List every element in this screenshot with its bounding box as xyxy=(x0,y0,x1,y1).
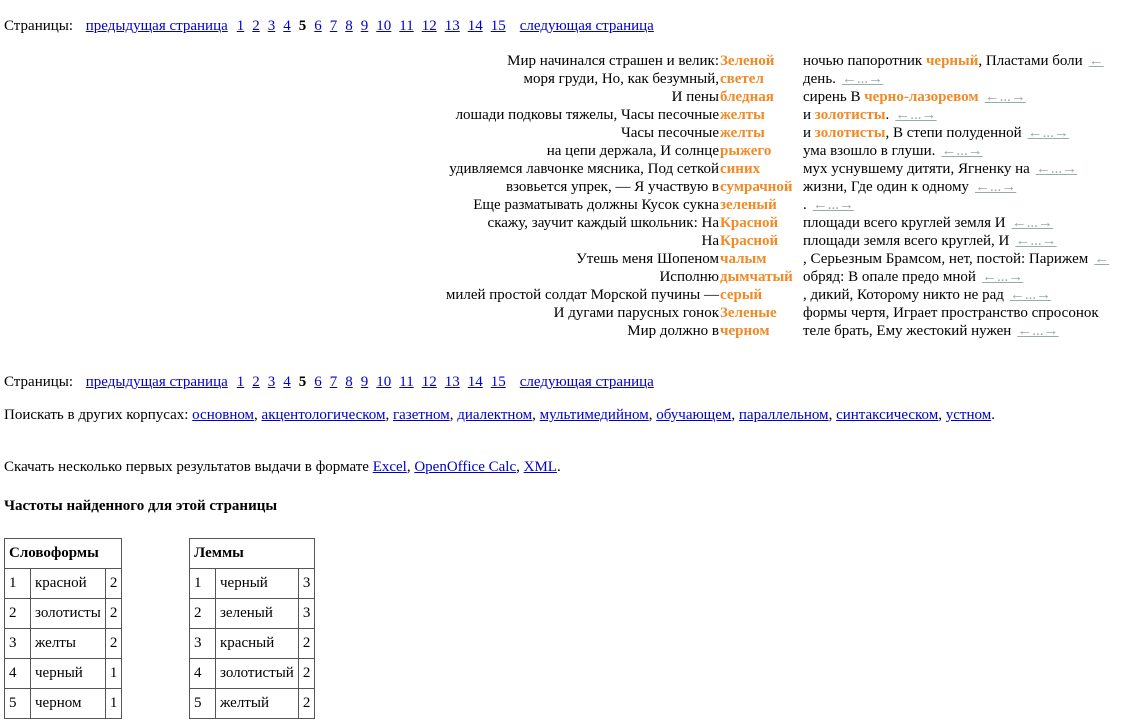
lemma-count: 2 xyxy=(298,689,315,719)
wordform-count: 2 xyxy=(105,569,122,599)
right-context: и золотисты. ←...→ xyxy=(803,107,937,123)
left-context: удивляемся лавчонке мясника, Под сеткой xyxy=(449,161,719,177)
lemma-word: золотистый xyxy=(216,659,299,689)
wordform-word: красной xyxy=(31,569,106,599)
corpus-link[interactable]: синтаксическом xyxy=(836,407,939,423)
keyword: Красной xyxy=(720,233,779,249)
other-corpora: Поискать в других корпусах: основном, акцентологическом, газетном, диалектном, мультимедийном, обучающем, параллельном, синтаксическом, устном. xyxy=(4,407,995,423)
wordform-row xyxy=(5,599,122,629)
page-link-15[interactable]: 15 xyxy=(490,18,506,34)
wordform-rank: 1 xyxy=(5,569,31,599)
lemma-count: 2 xyxy=(298,659,315,689)
left-context: И дугами парусных гонок xyxy=(553,305,719,321)
corpus-link[interactable]: устном xyxy=(945,407,992,423)
page-link-14[interactable]: 14 xyxy=(467,374,483,390)
page-link-8[interactable]: 8 xyxy=(345,18,353,34)
page-link-2[interactable]: 2 xyxy=(252,374,260,390)
lemmas-header: Леммы xyxy=(190,539,315,569)
lemma-word: зеленый xyxy=(216,599,299,629)
lemma-word: желтый xyxy=(216,689,299,719)
download-format-link[interactable]: OpenOffice Calc xyxy=(414,459,517,475)
concordance-row xyxy=(0,304,1124,322)
page-link-12[interactable]: 12 xyxy=(421,18,437,34)
left-context: Еще разматывать должны Кусок сукна xyxy=(473,197,719,213)
page-link-4[interactable]: 4 xyxy=(283,18,291,34)
expand-context-link[interactable]: ← xyxy=(1094,251,1110,267)
page-link-12[interactable]: 12 xyxy=(421,374,437,390)
keyword: желты xyxy=(720,125,765,141)
left-context: милей простой солдат Морской пучины — xyxy=(445,287,719,303)
right-context: жизни, Где один к одному ←...→ xyxy=(803,179,1017,195)
left-context: Утешь меня Шопеном xyxy=(576,251,719,267)
page-link-6[interactable]: 6 xyxy=(314,18,322,34)
keyword: желты xyxy=(720,107,765,123)
right-context: , Серьезным Брамсом, нет, постой: Парижем ← xyxy=(803,251,1110,267)
next-page-link[interactable]: следующая страница xyxy=(519,374,654,390)
page-link-7[interactable]: 7 xyxy=(329,18,338,34)
prev-page-link[interactable]: предыдущая страница xyxy=(85,374,228,390)
prev-page-link[interactable]: предыдущая страница xyxy=(85,18,228,34)
concordance-list xyxy=(0,52,1124,340)
page-link-15[interactable]: 15 xyxy=(490,374,506,390)
wordform-word: черный xyxy=(31,659,106,689)
page-link-2[interactable]: 2 xyxy=(252,18,260,34)
left-context: скажу, заучит каждый школьник: На xyxy=(487,215,719,231)
corpus-link[interactable]: газетном xyxy=(393,407,450,423)
concordance-row xyxy=(0,286,1124,304)
concordance-row xyxy=(0,196,1124,214)
expand-context-link[interactable]: ←...→ xyxy=(812,197,854,213)
right-context: площади земля всего круглей, И ←...→ xyxy=(803,233,1057,249)
page-link-13[interactable]: 13 xyxy=(444,18,460,34)
page-link-13[interactable]: 13 xyxy=(444,374,460,390)
left-context: Мир начинался страшен и велик: xyxy=(507,53,719,69)
wordform-word: черном xyxy=(31,689,106,719)
page-link-9[interactable]: 9 xyxy=(360,18,369,34)
corpus-link[interactable]: обучающем xyxy=(656,407,732,423)
concordance-row xyxy=(0,322,1124,340)
expand-context-link[interactable]: ←...→ xyxy=(895,107,937,123)
right-context: день. ←...→ xyxy=(803,71,884,87)
keyword: зеленый xyxy=(720,197,777,213)
page-link-8[interactable]: 8 xyxy=(345,374,353,390)
lemma-rank: 3 xyxy=(190,629,216,659)
wordform-rank: 2 xyxy=(5,599,31,629)
lemmas-table xyxy=(189,538,315,719)
page-link-3[interactable]: 3 xyxy=(267,18,276,34)
keyword: Зеленые xyxy=(720,305,777,321)
concordance-row xyxy=(0,160,1124,178)
page-link-6[interactable]: 6 xyxy=(314,374,322,390)
wordform-row xyxy=(5,689,122,719)
keyword: черном xyxy=(720,323,770,339)
left-context: Часы песочные xyxy=(620,125,719,141)
corpus-link[interactable]: параллельном xyxy=(738,407,829,423)
corpus-link[interactable]: основном xyxy=(192,407,255,423)
next-page-link[interactable]: следующая страница xyxy=(519,18,654,34)
concordance-row xyxy=(0,142,1124,160)
right-context: и золотисты, В степи полуденной ←...→ xyxy=(803,125,1069,141)
pager-top xyxy=(4,17,654,35)
keyword: дымчатый xyxy=(720,269,793,285)
keyword: светел xyxy=(720,71,764,87)
highlighted-word: золотисты xyxy=(814,125,886,141)
expand-context-link[interactable]: ←...→ xyxy=(1017,323,1059,339)
page-link-11[interactable]: 11 xyxy=(399,374,414,390)
left-context: На xyxy=(701,233,719,249)
concordance-row xyxy=(0,214,1124,232)
left-context: моря груди, Но, как безумный, xyxy=(523,71,719,87)
download-format-link[interactable]: XML xyxy=(523,459,557,475)
right-context: мух уснувшему дитяти, Ягненку на ←...→ xyxy=(803,161,1078,177)
lemma-rank: 2 xyxy=(190,599,216,629)
lemma-row xyxy=(190,659,315,689)
lemma-row xyxy=(190,629,315,659)
expand-context-link[interactable]: ←...→ xyxy=(984,89,1026,105)
page-link-4[interactable]: 4 xyxy=(283,374,291,390)
concordance-row xyxy=(0,268,1124,286)
expand-context-link[interactable]: ←...→ xyxy=(974,179,1017,195)
lemma-word: красный xyxy=(216,629,299,659)
right-context: сирень В черно-лазоревом ←...→ xyxy=(803,89,1026,105)
lemma-rank: 4 xyxy=(190,659,216,689)
concordance-row xyxy=(0,88,1124,106)
left-context: на цепи держала, И солнце xyxy=(546,143,719,159)
page-link-10[interactable]: 10 xyxy=(376,18,392,34)
left-context: Исполню xyxy=(659,269,719,285)
right-context: теле брать, Ему жестокий нужен ←...→ xyxy=(803,323,1059,339)
pager-label: Страницы: xyxy=(4,18,77,34)
wordform-word: золотисты xyxy=(31,599,106,629)
highlighted-word: черный xyxy=(925,53,979,69)
lemma-row xyxy=(190,599,315,629)
current-page: 5 xyxy=(298,18,307,34)
download-format-link[interactable]: Excel xyxy=(372,459,407,475)
expand-context-link[interactable]: ←...→ xyxy=(941,143,983,159)
keyword: Красной xyxy=(720,215,779,231)
wordform-row xyxy=(5,629,122,659)
right-context: обряд: В опале предо мной ←...→ xyxy=(803,269,1024,285)
left-context: Мир должно в xyxy=(627,323,719,339)
left-context: И пены xyxy=(671,89,719,105)
highlighted-word: черно-лазоревом xyxy=(864,89,979,105)
right-context: ума взошло в глуши. ←...→ xyxy=(803,143,983,159)
right-context: формы чертя, Играет пространство спросонок xyxy=(803,305,1099,321)
left-context: взовьется упрек, — Я участвую в xyxy=(505,179,719,195)
expand-context-link[interactable]: ←...→ xyxy=(1035,161,1078,177)
right-context: . ←...→ xyxy=(803,197,854,213)
lemma-rank: 1 xyxy=(190,569,216,599)
wordform-rank: 4 xyxy=(5,659,31,689)
page-link-3[interactable]: 3 xyxy=(267,374,276,390)
wordforms-header: Словоформы xyxy=(5,539,122,569)
corpus-link[interactable]: мультимедийном xyxy=(539,407,649,423)
page-link-7[interactable]: 7 xyxy=(329,374,338,390)
wordform-word: желты xyxy=(31,629,106,659)
download-label: Скачать несколько первых результатов выдачи в формате xyxy=(4,459,373,475)
wordform-count: 1 xyxy=(105,659,122,689)
concordance-row xyxy=(0,250,1124,268)
pager-bottom xyxy=(4,373,654,391)
wordform-rank: 3 xyxy=(5,629,31,659)
frequency-title: Частоты найденного для этой страницы xyxy=(4,498,278,514)
corpus-link[interactable]: акцентологическом xyxy=(261,407,386,423)
lemma-word: черный xyxy=(216,569,299,599)
page-link-1[interactable]: 1 xyxy=(236,374,245,390)
expand-context-link[interactable]: ←...→ xyxy=(981,269,1024,285)
page-link-9[interactable]: 9 xyxy=(360,374,369,390)
corpus-link[interactable]: диалектном xyxy=(457,407,533,423)
concordance-row xyxy=(0,232,1124,250)
lemma-rank: 5 xyxy=(190,689,216,719)
wordform-count: 1 xyxy=(105,689,122,719)
concordance-row xyxy=(0,106,1124,124)
keyword: сумрачной xyxy=(720,179,793,195)
expand-context-link[interactable]: ←...→ xyxy=(1011,215,1053,231)
keyword: бледная xyxy=(720,89,774,105)
wordforms-table xyxy=(4,538,122,719)
keyword: Зеленой xyxy=(720,53,775,69)
other-corpora-label: Поискать в других корпусах: xyxy=(4,407,193,423)
download-formats: Скачать несколько первых результатов выдачи в формате Excel, OpenOffice Calc, XML. xyxy=(4,459,561,475)
right-context: ночью папоротник черный, Пластами боли ← xyxy=(803,53,1104,69)
expand-context-link[interactable]: ←...→ xyxy=(841,71,884,87)
page-link-14[interactable]: 14 xyxy=(467,18,483,34)
keyword: серый xyxy=(720,287,763,303)
keyword: чалым xyxy=(720,251,767,267)
highlighted-word: золотисты xyxy=(814,107,886,123)
pager-label: Страницы: xyxy=(4,374,77,390)
wordform-count: 2 xyxy=(105,599,122,629)
keyword: рыжего xyxy=(720,143,772,159)
concordance-row xyxy=(0,70,1124,88)
lemma-row xyxy=(190,689,315,719)
page-link-10[interactable]: 10 xyxy=(376,374,392,390)
concordance-row xyxy=(0,178,1124,196)
wordform-rank: 5 xyxy=(5,689,31,719)
concordance-row xyxy=(0,52,1124,70)
lemma-count: 2 xyxy=(298,629,315,659)
current-page: 5 xyxy=(298,374,307,390)
wordform-row xyxy=(5,569,122,599)
right-context: , дикий, Которому никто не рад ←...→ xyxy=(803,287,1052,303)
lemma-count: 3 xyxy=(298,599,315,629)
expand-context-link[interactable]: ←...→ xyxy=(1015,233,1057,249)
keyword: синих xyxy=(720,161,761,177)
page-link-11[interactable]: 11 xyxy=(399,18,414,34)
left-context: лошади подковы тяжелы, Часы песочные xyxy=(455,107,719,123)
wordform-count: 2 xyxy=(105,629,122,659)
page-link-1[interactable]: 1 xyxy=(236,18,245,34)
right-context: площади всего круглей земля И ←...→ xyxy=(803,215,1053,231)
lemma-row xyxy=(190,569,315,599)
expand-context-link[interactable]: ←...→ xyxy=(1009,287,1052,303)
wordform-row xyxy=(5,659,122,689)
concordance-row xyxy=(0,124,1124,142)
lemma-count: 3 xyxy=(298,569,315,599)
expand-context-link[interactable]: ←...→ xyxy=(1027,125,1069,141)
expand-context-link[interactable]: ← xyxy=(1088,53,1104,69)
